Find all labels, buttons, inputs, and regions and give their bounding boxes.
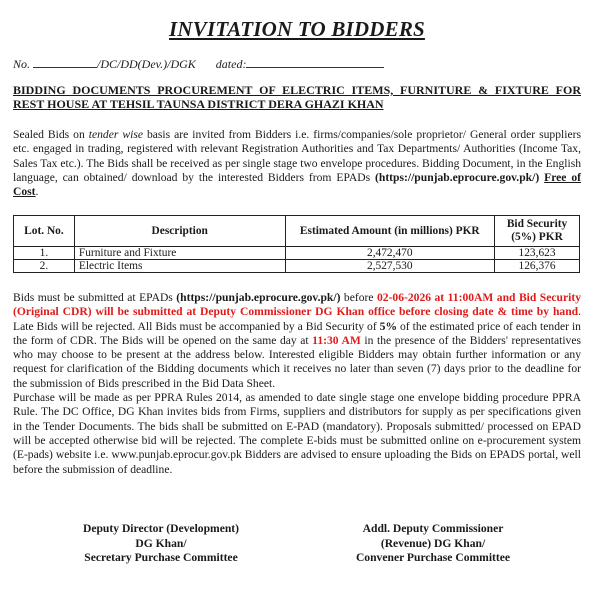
body-text-1: Bids must be submitted at EPADs — [13, 291, 177, 304]
cell-security: 123,623 — [495, 247, 580, 260]
table-row — [14, 260, 580, 273]
cell-security: 126,376 — [495, 260, 580, 273]
opening-time-red-text: 11:30 AM — [312, 333, 361, 347]
cell-lot: 1. — [14, 247, 75, 260]
ref-text: /DC/DD(Dev.)/DGK — [97, 57, 196, 71]
signature-right — [308, 522, 558, 566]
lots-table — [13, 215, 580, 273]
intro-paragraph — [13, 128, 581, 199]
page-title: INVITATION TO BIDDERS — [169, 17, 425, 41]
intro-end: . — [35, 185, 39, 199]
ref-no-blank — [33, 56, 97, 68]
dated-label: dated: — [215, 57, 247, 71]
table-row — [14, 247, 580, 260]
header-bid-security: Bid Security (5%) PKR — [495, 216, 580, 247]
body-url: (https://punjab.eprocure.gov.pk/) — [176, 291, 341, 304]
cell-amount: 2,472,470 — [285, 247, 495, 260]
signature-right-line-3: Convener Purchase Committee — [355, 551, 511, 564]
header-description: Description — [74, 216, 285, 247]
cell-description: Furniture and Fixture — [74, 247, 285, 260]
subject-heading: BIDDING DOCUMENTS PROCUREMENT OF ELECTRIC ITEMS, FURNITURE & FIXTURE FOR REST HOUSE AT TEHSIL TAUNSA DISTRICT DERA GHAZI KHAN — [13, 83, 581, 111]
intro-text-1: Sealed Bids on — [13, 128, 89, 141]
reference-line — [13, 56, 583, 72]
signature-left-line-3: Secretary Purchase Committee — [84, 551, 238, 564]
deadline-red-text: 02-06-2026 at 11:00AM and Bid Security (Original CDR) will be submitted at Deputy Commissioner DG Khan office before closing date & time by hand — [13, 291, 582, 319]
signature-left-line-2: DG Khan/ — [135, 536, 187, 550]
header-lot-no: Lot. No. — [14, 216, 75, 247]
cell-lot: 2. — [14, 260, 75, 273]
signature-left-line-1: Deputy Director (Development) — [82, 522, 240, 535]
body-text-4: of the estimated price of each tender in the form of CDR. The Bids will be opened on the same day at — [13, 319, 581, 347]
dated-blank — [246, 56, 384, 68]
signature-left — [36, 522, 286, 566]
body-text-3: . Late Bids will be rejected. All Bids must be accompanied by a Bid Security of — [13, 305, 581, 333]
body-text-2: before — [340, 291, 377, 304]
submission-paragraph — [13, 291, 581, 477]
intro-free-of-cost: Free of Cost — [13, 170, 581, 199]
intro-text-2: basis are invited from Bidders i.e. firms/companies/sole proprietor/ General order suppliers etc. engaged in trading, registered with relevant Registration Authorities and Tax Departments/ Authorities (Income Tax, Sales Tax etc.). The Bids shall be received as per single stage two envelope procedures. Bidding Document, in the English language, can obtained/ download by the interested Bidders from EPADs — [13, 128, 581, 184]
intro-url: (https://punjab.eprocure.gov.pk/) — [375, 170, 540, 184]
body-text-5: in the presence of the Bidders' representatives who may choose to be present at the address below. Interested eligible Bidders may obtain further information or any request for clarification of the Bidding documents which it receives no later than seven (7) days prior to the deadline for the submission of Bids prescribed in the Bid Data Sheet. — [13, 333, 581, 390]
signature-right-line-1: Addl. Deputy Commissioner — [362, 522, 504, 535]
ref-no-label: No. — [13, 57, 31, 71]
cell-description: Electric Items — [74, 260, 285, 273]
signature-right-line-2: (Revenue) DG Khan/ — [380, 536, 486, 550]
header-estimated-amount: Estimated Amount (in millions) PKR — [285, 216, 495, 247]
cell-amount: 2,527,530 — [285, 260, 495, 273]
intro-tender-wise: tender wise — [88, 128, 143, 141]
security-percent: 5% — [379, 319, 398, 333]
body-text-6: Purchase will be made as per PPRA Rules 2014, as amended to date single stage one envelope bidding procedure PPRA Rule. The DC Office, DG Khan invites bids from Firms, suppliers and distributors for supply as per specifications given in the Tender Documents. The bids shall be submitted on E-PAD (mandatory). Proposals submitted/ processed on EPAD will be accepted otherwise bid will be rejected. The complete E-bids must be submitted online on e-procurement system (E-pads) website i.e. www.punjab.eprocur.gov.pk Bidders are advised to ensure uploading the Bids on EPADS portal, well before the submission of deadline. — [13, 391, 581, 476]
table-header-row — [14, 216, 580, 247]
